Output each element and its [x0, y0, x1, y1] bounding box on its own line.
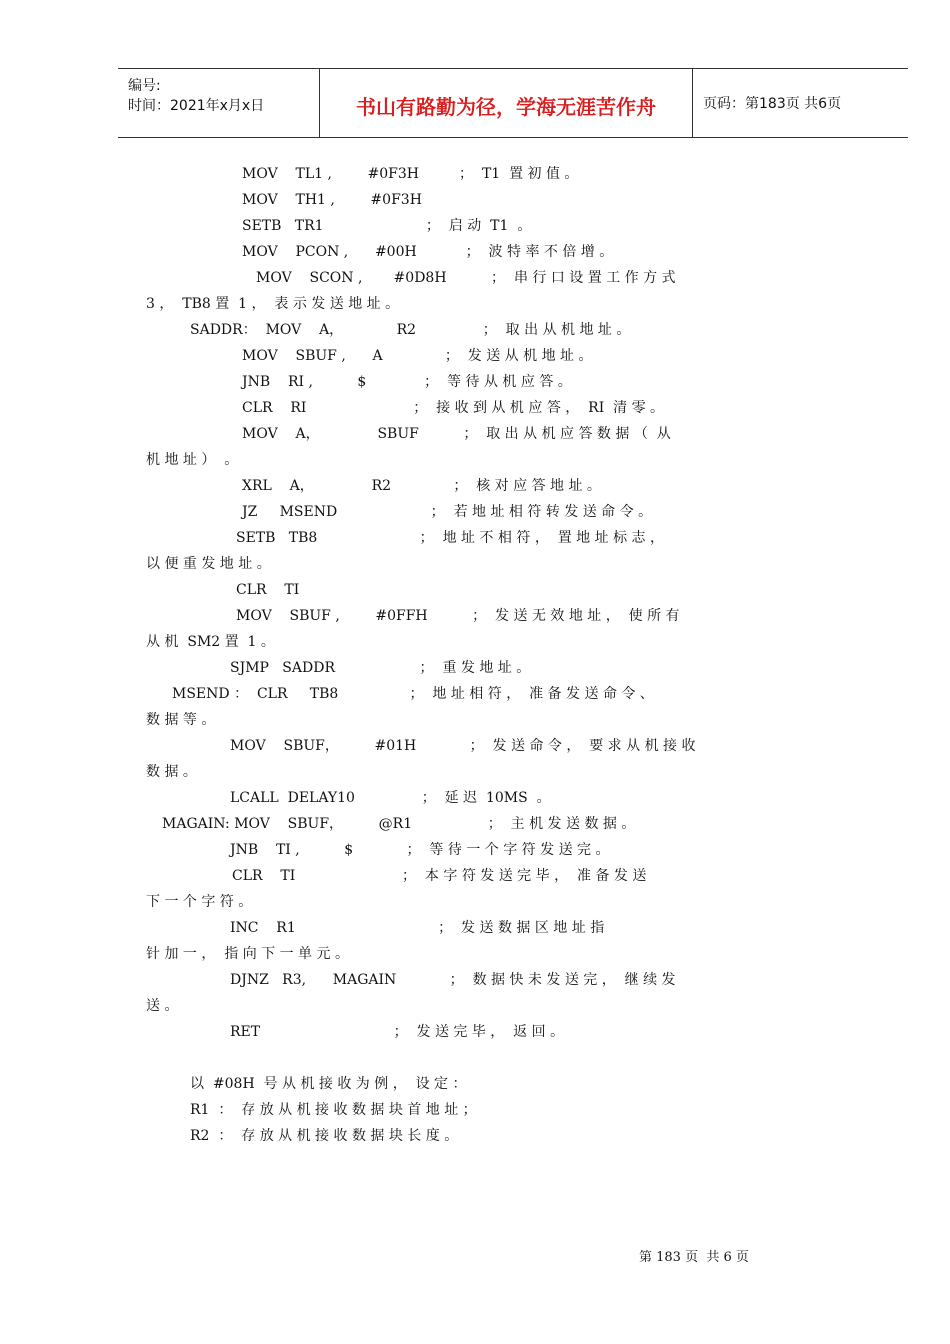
header-motto: 书山有路勤为径，学海无涯苦作舟	[356, 95, 656, 119]
header-left-cell	[118, 69, 320, 137]
page-footer: 第 183 页 共 6 页	[639, 1250, 749, 1265]
body-line: MOV TH1 , #0F3H	[242, 192, 422, 208]
body-line: MOV SBUF , A ； 发 送 从 机 地 址 。	[242, 348, 593, 364]
page-header	[118, 68, 908, 138]
document-number-label: 编号:	[128, 78, 161, 94]
body-line: SETB TB8 ； 地 址 不 相 符 ， 置 地 址 标 志 ，	[236, 530, 664, 546]
body-line: 送 。	[146, 998, 179, 1014]
body-line: MOV SCON , #0D8H ； 串 行 口 设 置 工 作 方 式	[256, 270, 676, 286]
body-line: 数 据 等 。	[146, 712, 216, 728]
body-line: 3 ， TB8 置 1 ， 表 示 发 送 地 址 。	[146, 296, 400, 312]
body-line: SETB TR1 ； 启 动 T1 。	[242, 218, 532, 234]
body-line: 机 地 址 ） 。	[146, 452, 239, 468]
body-line: 以 便 重 发 地 址 。	[146, 556, 271, 572]
body-line: MAGAIN: MOV SBUF， @R1 ； 主 机 发 送 数 据 。	[162, 816, 636, 832]
body-line: R2 ： 存 放 从 机 接 收 数 据 块 长 度 。	[190, 1128, 459, 1144]
body-line: SADDR： MOV A， R2 ； 取 出 从 机 地 址 。	[190, 322, 631, 338]
body-line: 数 据 。	[146, 764, 197, 780]
body-line: LCALL DELAY10 ； 延 迟 10MS 。	[230, 790, 551, 806]
header-page-info: 页码：第183页 共6页	[703, 96, 842, 112]
header-right-cell	[693, 69, 908, 137]
body-line: JZ MSEND ； 若 地 址 相 符 转 发 送 命 令 。	[242, 504, 653, 520]
body-line: RET ； 发 送 完 毕 ， 返 回 。	[230, 1024, 565, 1040]
body-line: CLR TI ； 本 字 符 发 送 完 毕 ， 准 备 发 送	[232, 868, 647, 884]
body-line: 从 机 SM2 置 1 。	[146, 634, 275, 650]
body-line: DJNZ R3, MAGAIN ； 数 据 快 未 发 送 完 ， 继 续 发	[230, 972, 676, 988]
body-line: 针 加 一 ， 指 向 下 一 单 元 。	[146, 946, 349, 962]
body-line: MOV PCON , #00H ； 波 特 率 不 倍 增 。	[242, 244, 614, 260]
body-line: JNB RI , $ ； 等 待 从 机 应 答 。	[242, 374, 572, 390]
body-line: MOV SBUF， #01H ； 发 送 命 令 ， 要 求 从 机 接 收	[230, 738, 696, 754]
body-line: MOV TL1 , #0F3H ； T1 置 初 值 。	[242, 166, 579, 182]
header-middle-cell	[320, 69, 693, 137]
body-line: MOV SBUF , #0FFH ； 发 送 无 效 地 址 ， 使 所 有	[236, 608, 680, 624]
body-line: CLR TI	[236, 582, 300, 598]
body-line: CLR RI ； 接 收 到 从 机 应 答 ， RI 清 零 。	[242, 400, 665, 416]
document-time-label: 时间：2021年x月x日	[128, 98, 265, 114]
body-line: 以 #08H 号 从 机 接 收 为 例 ， 设 定 ：	[190, 1076, 467, 1092]
body-line: XRL A， R2 ； 核 对 应 答 地 址 。	[242, 478, 601, 494]
body-line: JNB TI , $ ； 等 待 一 个 字 符 发 送 完 。	[230, 842, 610, 858]
body-line: MOV A， SBUF ； 取 出 从 机 应 答 数 据 （ 从	[242, 426, 671, 442]
body-line: MSEND ： CLR TB8 ； 地 址 相 符 ， 准 备 发 送 命 令 、	[172, 686, 654, 702]
body-line: 下 一 个 字 符 。	[146, 894, 253, 910]
body-line: SJMP SADDR ； 重 发 地 址 。	[230, 660, 531, 676]
body-line: INC R1 ； 发 送 数 据 区 地 址 指	[230, 920, 605, 936]
body-line: R1 ： 存 放 从 机 接 收 数 据 块 首 地 址 ；	[190, 1102, 477, 1118]
